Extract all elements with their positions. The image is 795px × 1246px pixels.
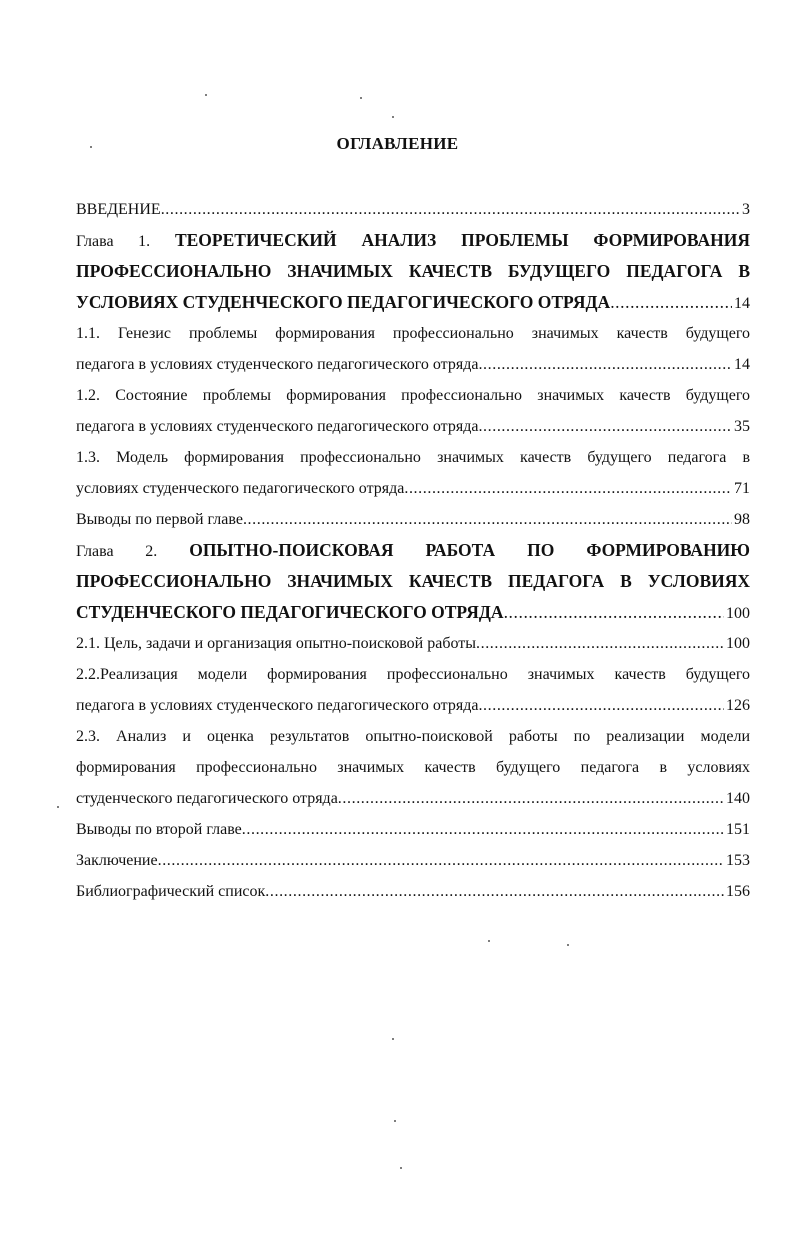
toc-entry-text: Выводы по второй главе — [76, 821, 242, 838]
scan-speck — [567, 944, 569, 946]
dot-leader — [404, 473, 732, 504]
scan-speck — [392, 116, 394, 118]
toc-entry-text: педагога в условиях студенческого педагогического отряда — [76, 697, 479, 714]
toc-entry-line — [76, 783, 750, 814]
toc-page-number: 100 — [726, 635, 750, 652]
toc-page-number: 35 — [734, 418, 750, 435]
toc-entry-line: 2.2.Реализация модели формирования профессионально значимых качеств будущего — [76, 666, 750, 683]
toc-page-number: 98 — [734, 511, 750, 528]
toc-entry-text: Выводы по первой главе — [76, 511, 243, 528]
toc-entry-text: Заключение — [76, 852, 158, 869]
toc-entry-section-2-2[interactable] — [76, 659, 750, 721]
toc-entry-conclusions-2[interactable] — [76, 814, 750, 845]
toc-entry-chapter-1[interactable] — [76, 225, 750, 318]
toc-entry-conclusions-1[interactable] — [76, 504, 750, 535]
toc-entry-text: педагога в условиях студенческого педагогического отряда — [76, 356, 479, 373]
page-title: ОГЛАВЛЕНИЕ — [336, 134, 459, 153]
toc-entry-text: студенческого педагогического отряда — [76, 790, 338, 807]
toc-entry-section-1-3[interactable] — [76, 442, 750, 504]
toc-page-number: 3 — [742, 201, 750, 218]
scan-speck — [360, 97, 362, 99]
dot-leader — [504, 597, 724, 628]
toc-page-number: 100 — [726, 605, 750, 622]
toc-entry-line: ПРОФЕССИОНАЛЬНО ЗНАЧИМЫХ КАЧЕСТВ ПЕДАГОГА В УСЛОВИЯХ — [76, 571, 750, 591]
toc-page-number: 153 — [726, 852, 750, 869]
scan-speck — [205, 94, 207, 96]
toc-page-number: 14 — [734, 295, 750, 312]
dot-leader — [243, 504, 732, 535]
toc-entry-bibliography[interactable] — [76, 876, 750, 907]
toc-entry-text: Библиографический список — [76, 883, 266, 900]
chapter-title-part: СТУДЕНЧЕСКОГО ПЕДАГОГИЧЕСКОГО ОТРЯДА — [76, 602, 504, 622]
dot-leader — [478, 690, 724, 721]
toc-entry-section-1-1[interactable] — [76, 318, 750, 380]
chapter-label: Глава 2. — [76, 543, 158, 560]
dot-leader — [478, 411, 732, 442]
scan-speck — [394, 1120, 396, 1122]
toc-entry-line — [76, 225, 750, 256]
toc-entry-line — [76, 535, 750, 566]
chapter-title-part: ОПЫТНО-ПОИСКОВАЯ РАБОТА ПО ФОРМИРОВАНИЮ — [189, 540, 750, 560]
chapter-label: Глава 1. — [76, 233, 151, 250]
dot-leader — [161, 194, 740, 225]
scan-speck — [488, 940, 490, 942]
toc-entry-section-2-1[interactable] — [76, 628, 750, 659]
dot-leader — [242, 814, 724, 845]
toc-entry-line: 2.3. Анализ и оценка результатов опытно-поисковой работы по реализации модели — [76, 728, 750, 745]
dot-leader — [476, 628, 724, 659]
table-of-contents — [76, 194, 750, 907]
toc-entry-chapter-2[interactable] — [76, 535, 750, 628]
toc-entry-line: формирования профессионально значимых качеств будущего педагога в условиях — [76, 759, 750, 776]
toc-page-number: 140 — [726, 790, 750, 807]
toc-entry-text: ВВЕДЕНИЕ — [76, 201, 161, 218]
toc-page-number: 71 — [734, 480, 750, 497]
dot-leader — [265, 876, 724, 907]
scan-speck — [90, 146, 92, 148]
toc-entry-line — [76, 287, 750, 318]
toc-entry-line: 1.2. Состояние проблемы формирования профессионально значимых качеств будущего — [76, 387, 750, 404]
toc-page-number: 126 — [726, 697, 750, 714]
toc-entry-section-2-3[interactable] — [76, 721, 750, 814]
toc-entry-line — [76, 597, 750, 628]
dot-leader — [478, 349, 732, 380]
toc-entry-line: ПРОФЕССИОНАЛЬНО ЗНАЧИМЫХ КАЧЕСТВ БУДУЩЕГО ПЕДАГОГА В — [76, 261, 750, 281]
chapter-title-part: ТЕОРЕТИЧЕСКИЙ АНАЛИЗ ПРОБЛЕМЫ ФОРМИРОВАНИЯ — [174, 230, 750, 250]
toc-entry-line — [76, 349, 750, 380]
toc-entry-text: условиях студенческого педагогического отряда — [76, 480, 405, 497]
scan-speck — [57, 806, 59, 808]
scan-speck — [392, 1038, 394, 1040]
toc-entry-line — [76, 473, 750, 504]
toc-entry-line — [76, 411, 750, 442]
toc-entry-text: педагога в условиях студенческого педагогического отряда — [76, 418, 479, 435]
toc-page-number: 156 — [726, 883, 750, 900]
toc-entry-text: 2.1. Цель, задачи и организация опытно-поисковой работы — [76, 635, 476, 652]
toc-entry-section-1-2[interactable] — [76, 380, 750, 442]
dot-leader — [158, 845, 724, 876]
scan-speck — [400, 1167, 402, 1169]
toc-entry-intro[interactable] — [76, 194, 750, 225]
toc-page-number: 151 — [726, 821, 750, 838]
toc-page-number: 14 — [734, 356, 750, 373]
toc-entry-conclusion[interactable] — [76, 845, 750, 876]
toc-entry-line — [76, 690, 750, 721]
chapter-title-part: УСЛОВИЯХ СТУДЕНЧЕСКОГО ПЕДАГОГИЧЕСКОГО ОТРЯДА — [76, 292, 611, 312]
toc-entry-line: 1.3. Модель формирования профессионально значимых качеств будущего педагога в — [76, 449, 750, 466]
toc-entry-line: 1.1. Генезис проблемы формирования профессионально значимых качеств будущего — [76, 325, 750, 342]
dot-leader — [610, 287, 732, 318]
dot-leader — [338, 783, 724, 814]
